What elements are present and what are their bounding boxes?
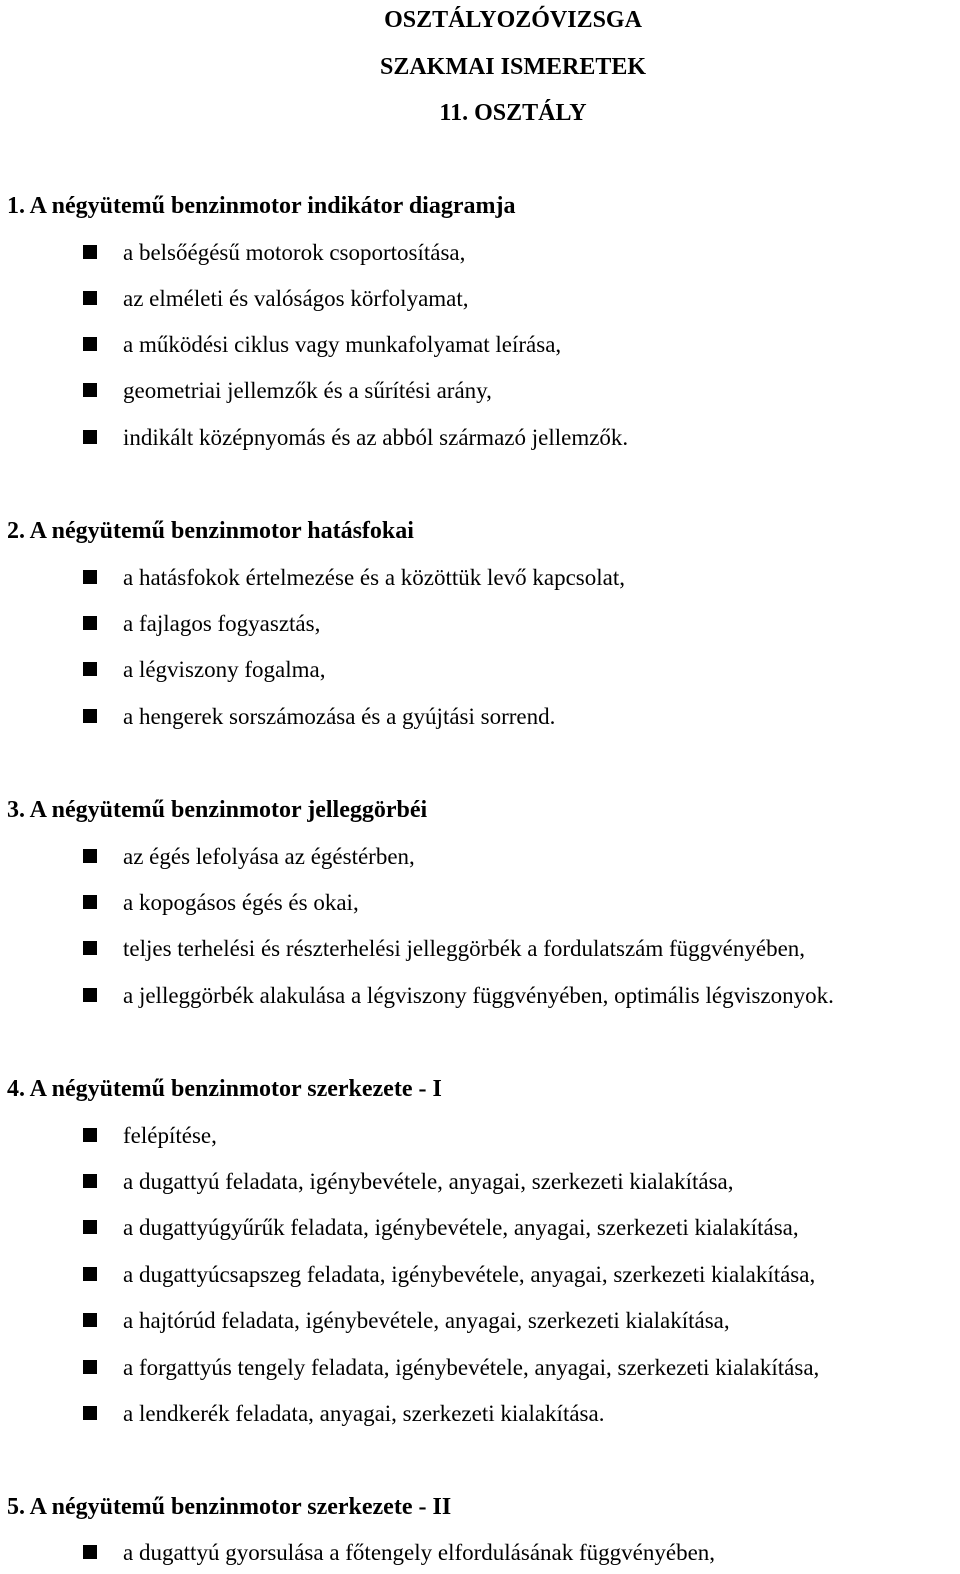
list-item-text: a lendkerék feladata, anyagai, szerkezeti kialakítása.	[123, 1401, 605, 1426]
square-bullet-icon	[83, 895, 97, 909]
square-bullet-icon	[83, 662, 97, 676]
document-subtitle: SZAKMAI ISMERETEK	[379, 54, 647, 80]
list-item-text: a jelleggörbék alakulása a légviszony függvényében, optimális légviszonyok.	[123, 983, 834, 1008]
section-heading-1: 1. A négyütemű benzinmotor indikátor diagramja	[7, 193, 516, 219]
list-item-text: a hengerek sorszámozása és a gyújtási sorrend.	[123, 704, 556, 729]
square-bullet-icon	[83, 245, 97, 259]
list-item-text: a légviszony fogalma,	[123, 657, 326, 682]
list-item-text: a dugattyúgyűrűk feladata, igénybevétele, anyagai, szerkezeti kialakítása,	[123, 1215, 799, 1240]
square-bullet-icon	[83, 430, 97, 444]
list-item-text: a hajtórúd feladata, igénybevétele, anyagai, szerkezeti kialakítása,	[123, 1308, 730, 1333]
list-item-text: az égés lefolyása az égéstérben,	[123, 844, 415, 869]
square-bullet-icon	[83, 709, 97, 723]
square-bullet-icon	[83, 1313, 97, 1327]
square-bullet-icon	[83, 570, 97, 584]
list-item-text: geometriai jellemzők és a sűrítési arány,	[123, 378, 492, 403]
list-item-text: a belsőégésű motorok csoportosítása,	[123, 240, 466, 265]
list-item-text: a dugattyúcsapszeg feladata, igénybevétele, anyagai, szerkezeti kialakítása,	[123, 1262, 816, 1287]
list-item-text: a forgattyús tengely feladata, igénybevétele, anyagai, szerkezeti kialakítása,	[123, 1355, 820, 1380]
list-item-text: a fajlagos fogyasztás,	[123, 611, 321, 636]
square-bullet-icon	[83, 1128, 97, 1142]
list-item-text: teljes terhelési és részterhelési jelleggörbék a fordulatszám függvényében,	[123, 936, 806, 961]
list-item-text: a működési ciklus vagy munkafolyamat leírása,	[123, 332, 562, 357]
square-bullet-icon	[83, 988, 97, 1002]
square-bullet-icon	[83, 941, 97, 955]
document-title: OSZTÁLYOZÓVIZSGA	[384, 7, 642, 33]
list-item-text: a hatásfokok értelmezése és a közöttük levő kapcsolat,	[123, 565, 625, 590]
square-bullet-icon	[83, 1406, 97, 1420]
list-item-text: felépítése,	[123, 1123, 217, 1148]
section-heading-5: 5. A négyütemű benzinmotor szerkezete - II	[7, 1494, 452, 1520]
list-item-text: a dugattyú gyorsulása a főtengely elfordulásának függvényében,	[123, 1540, 716, 1565]
square-bullet-icon	[83, 1360, 97, 1374]
square-bullet-icon	[83, 1220, 97, 1234]
document-grade: 11. OSZTÁLY	[439, 100, 587, 126]
square-bullet-icon	[83, 291, 97, 305]
list-item-text: az elméleti és valóságos körfolyamat,	[123, 286, 469, 311]
section-heading-3: 3. A négyütemű benzinmotor jelleggörbéi	[7, 797, 428, 823]
square-bullet-icon	[83, 616, 97, 630]
square-bullet-icon	[83, 1174, 97, 1188]
square-bullet-icon	[83, 337, 97, 351]
square-bullet-icon	[83, 1267, 97, 1281]
list-item-text: a dugattyú feladata, igénybevétele, anyagai, szerkezeti kialakítása,	[123, 1169, 734, 1194]
square-bullet-icon	[83, 1545, 97, 1559]
section-heading-4: 4. A négyütemű benzinmotor szerkezete - I	[7, 1076, 442, 1102]
square-bullet-icon	[83, 849, 97, 863]
list-item-text: indikált középnyomás és az abból származó jellemzők.	[123, 425, 629, 450]
list-item-text: a kopogásos égés és okai,	[123, 890, 359, 915]
section-heading-2: 2. A négyütemű benzinmotor hatásfokai	[7, 518, 414, 544]
square-bullet-icon	[83, 383, 97, 397]
